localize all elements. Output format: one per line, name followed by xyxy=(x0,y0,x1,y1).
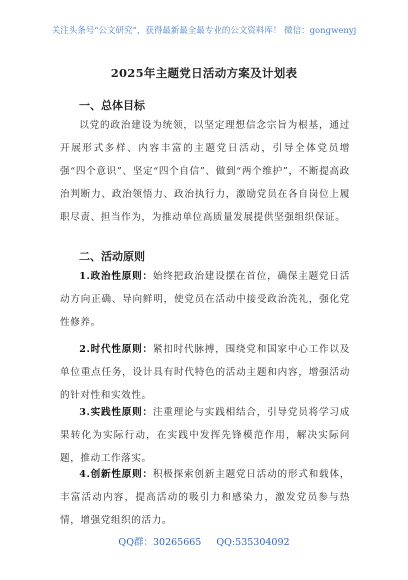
principle-text: 注重理论与实践相结合，引导党员将学习成果转化为实际行动，在实践中发挥先锋模范作用，解决实际问题，推动工作落实。 xyxy=(60,407,350,464)
footer-qq: QQ:535304092 xyxy=(216,537,290,548)
footer-contact xyxy=(0,534,408,548)
principle-item-era xyxy=(60,338,350,407)
principle-text: 紧扣时代脉搏，围绕党和国家中心工作以及单位重点任务，设计具有时代特色的活动主题和内容，增强活动的针对性和实效性。 xyxy=(60,344,350,401)
principle-item-political xyxy=(60,265,350,334)
principle-item-practice xyxy=(60,401,350,470)
principle-label: 4.创新性原则： xyxy=(79,469,153,480)
document-title: 2025年主题党日活动方案及计划表 xyxy=(110,66,298,80)
principle-label: 3.实践性原则： xyxy=(79,407,153,418)
principle-label: 2.时代性原则： xyxy=(79,344,153,355)
section-body-goal: 以党的政治建设为统领，以坚定理想信念宗旨为根基，通过开展形式多样、内容丰富的主题党日活动，引导全体党员增强“四个意识”、坚定“四个自信”、做到“两个维护”，不断提高政治判断力、政治领悟力、政治执行力，激励党员在各自岗位上履职尽责、担当作为，为推动单位高质量发展提供坚强组织保证。 xyxy=(60,120,350,223)
principle-text: 始终把政治建设摆在首位，确保主题党日活动方向正确、导向鲜明，使党员在活动中接受政治洗礼，强化党性修养。 xyxy=(60,271,350,328)
principle-text: 积极探索创新主题党日活动的形式和载体，丰富活动内容，提高活动的吸引力和感染力，激发党员参与热情，增强党组织的活力。 xyxy=(60,469,350,526)
principle-label: 1.政治性原则： xyxy=(79,271,153,282)
footer-qq-group: QQ群：30265665 xyxy=(118,537,202,548)
principle-item-innovation xyxy=(60,463,350,532)
section-heading-goal: 一、总体目标 xyxy=(79,99,145,112)
section-heading-principles: 二、活动原则 xyxy=(79,250,145,263)
header-promo-note: 关注头条号“公文研究”，获得最新最全最专业的公文资料库！ 微信：gongwenyj xyxy=(51,26,357,36)
